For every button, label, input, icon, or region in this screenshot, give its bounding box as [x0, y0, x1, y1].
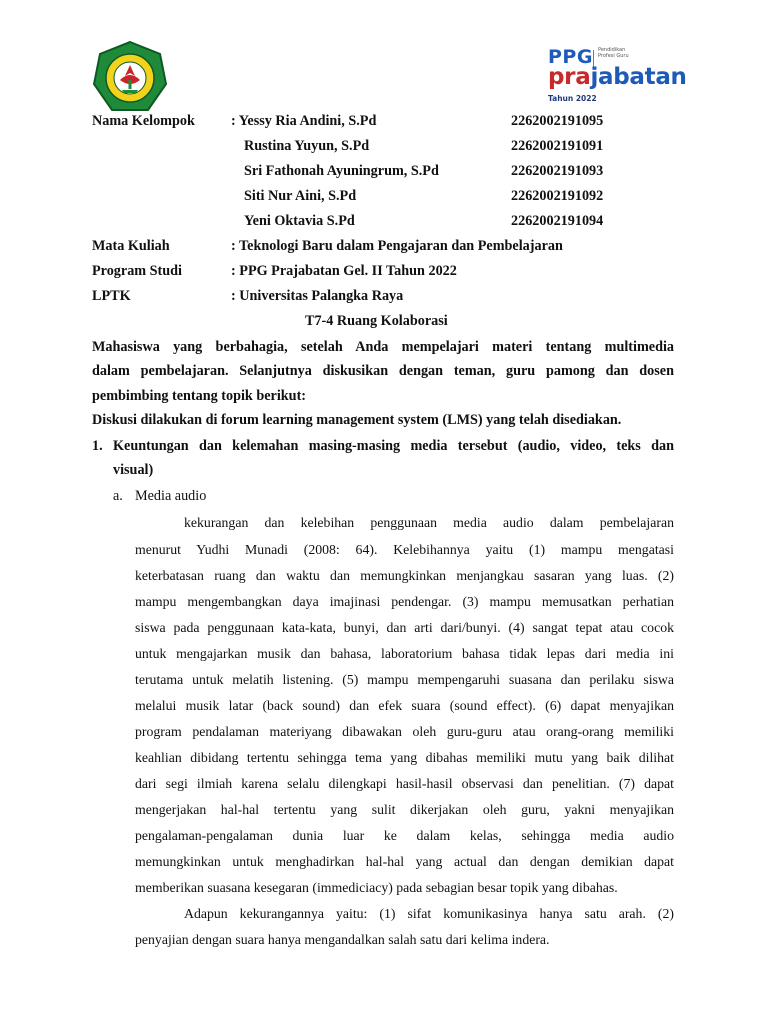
body-line: penyajian dengan suara hanya mengandalkan salah satu dari kelima indera.	[135, 932, 550, 947]
subitem-marker: a.	[113, 488, 123, 504]
member-name: : Yessy Ria Andini, S.Pd	[231, 113, 377, 129]
ppg-logo-main-a: pra	[548, 64, 591, 90]
member-nim: 2262002191095	[511, 113, 604, 129]
body-line: Adapun kekurangannya yaitu: (1) sifat komunikasinya hanya satu arah. (2)	[184, 906, 674, 921]
body-line: menurut Yudhi Munadi (2008: 64). Kelebihannya yaitu (1) mampu mengatasi	[135, 542, 674, 557]
member-nim: 2262002191091	[511, 138, 604, 154]
body-line: melalui musik latar (back sound) dan efek suara (sound effect). (6) dapat menyajikan	[135, 698, 674, 713]
body-line: program pendalaman materiyang dibawakan oleh guru-guru atau orang-orang memiliki	[135, 724, 674, 739]
member-nim: 2262002191094	[511, 213, 604, 229]
ppg-logo-main	[548, 64, 687, 90]
intro-line: pembimbing tentang topik berikut:	[92, 388, 307, 404]
body-line: memberikan suasana kesegaran (immediciacy) pada sebagian besar topik yang dibahas.	[135, 880, 618, 895]
ppg-logo-year: Tahun 2022	[548, 94, 597, 103]
ppg-logo-main-b: jabatan	[590, 64, 687, 90]
kelompok-label: Nama Kelompok	[92, 113, 195, 129]
program-studi-label: Program Studi	[92, 263, 182, 279]
body-line: dari segi ilmiah karena selalu dilengkapi hasil-hasil observasi dan penelitian. (7) dapat	[135, 776, 674, 791]
intro-line: Mahasiswa yang berbahagia, setelah Anda mempelajari materi tentang multimedia	[92, 339, 674, 355]
university-logo	[92, 40, 168, 116]
body-line: siswa pada penggunaan kata-kata, bunyi, dan arti dari/bunyi. (4) sangat tepat atau cocok	[135, 620, 674, 635]
member-name: Rustina Yuyun, S.Pd	[244, 138, 370, 154]
question-text: visual)	[113, 462, 154, 478]
mata-kuliah-value: : Teknologi Baru dalam Pengajaran dan Pembelajaran	[231, 238, 563, 254]
program-studi-value: : PPG Prajabatan Gel. II Tahun 2022	[231, 263, 457, 279]
body-line: keterbatasan ruang dan waktu dan memungkinkan menjangkau sasaran yang luas. (2)	[135, 568, 674, 583]
subitem-heading: Media audio	[135, 488, 207, 504]
ppg-logo-top: PPG	[548, 46, 593, 68]
body-line: untuk mengajarkan musik dan bahasa, laboratorium bahasa tidak lepas dari media ini	[135, 646, 674, 661]
body-line: kekurangan dan kelebihan penggunaan media audio dalam pembelajaran	[184, 515, 674, 530]
intro-line: dalam pembelajaran. Selanjutnya diskusikan dengan teman, guru pamong dan dosen	[92, 363, 674, 379]
lptk-value: : Universitas Palangka Raya	[231, 288, 404, 304]
member-nim: 2262002191092	[511, 188, 604, 204]
body-line: terutama untuk melatih listening. (5) mampu mempengaruhi suasana dan perilaku siswa	[135, 672, 674, 687]
question-number: 1.	[92, 438, 103, 454]
body-line: memungkinkan untuk menghadirkan hal-hal yang actual dan dengan demikian dapat	[135, 854, 674, 869]
member-nim: 2262002191093	[511, 163, 604, 179]
question-text: Keuntungan dan kelemahan masing-masing media tersebut (audio, video, teks dan	[113, 438, 674, 454]
document-title: T7-4 Ruang Kolaborasi	[305, 313, 448, 329]
mata-kuliah-label: Mata Kuliah	[92, 238, 170, 254]
ppg-prajabatan-logo	[548, 46, 687, 110]
member-name: Siti Nur Aini, S.Pd	[244, 188, 357, 204]
body-line: mengerjakan hal-hal tertentu yang sulit dikerjakan oleh guru, yakni menyajikan	[135, 802, 674, 817]
ppg-logo-small: Pendidikan Profesi Guru	[598, 47, 629, 59]
lptk-label: LPTK	[92, 288, 131, 304]
body-line: pengalaman-pengalaman dunia luar ke dalam kelas, sehingga media audio	[135, 828, 674, 843]
body-line: keahlian dibidang tertentu sehingga tema yang dibahas memiliki mutu yang baik dilihat	[135, 750, 674, 765]
member-name: Sri Fathonah Ayuningrum, S.Pd	[244, 163, 439, 179]
diskusi-note: Diskusi dilakukan di forum learning management system (LMS) yang telah disediakan.	[92, 412, 622, 428]
body-line: mampu mengembangkan daya imajinasi pendengar. (3) mampu memusatkan perhatian	[135, 594, 674, 609]
member-name: Yeni Oktavia S.Pd	[244, 213, 355, 229]
